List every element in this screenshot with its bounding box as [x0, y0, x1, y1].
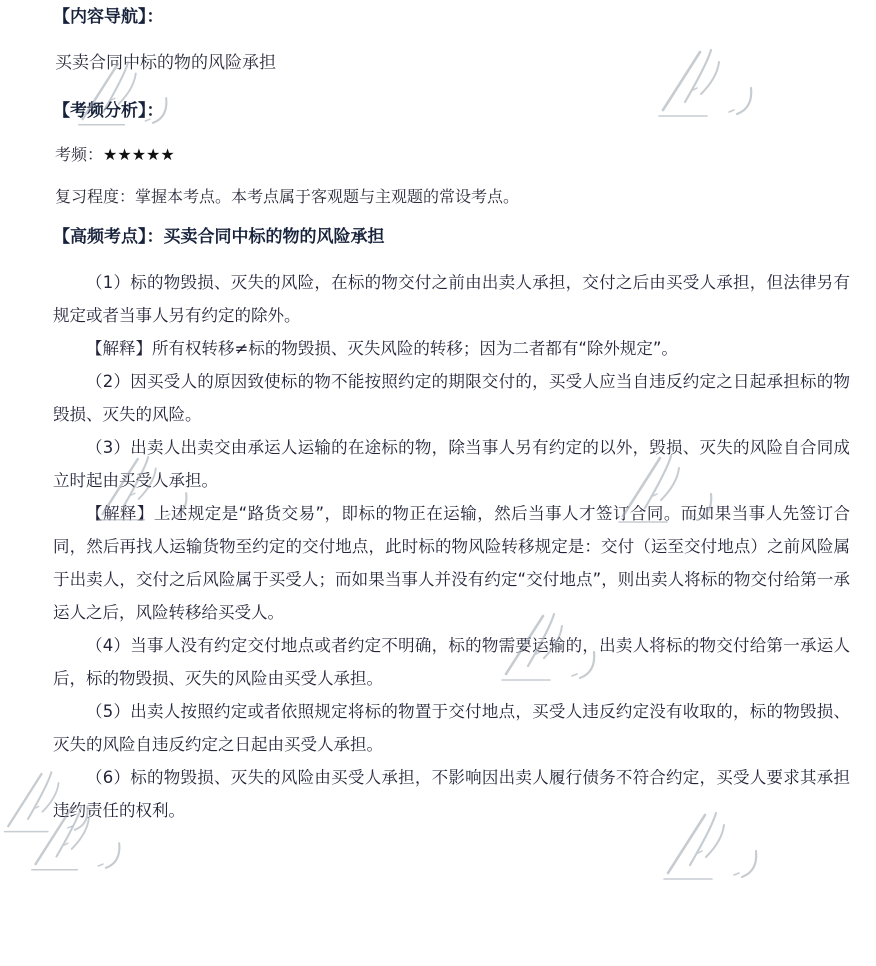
- frequency-analysis-heading: 【考频分析】：: [53, 100, 164, 121]
- high-frequency-point-heading: 【高频考点】：买卖合同中标的物的风险承担: [53, 226, 385, 247]
- paragraph-4: （4）当事人没有约定交付地点或者约定不明确，标的物需要运输的，出卖人将标的物交付给第一承运人后，标的物毁损、灭失的风险由买受人承担。: [53, 635, 850, 688]
- review-level-line: 复习程度：掌握本考点。本考点属于客观题与主观题的常设考点。: [55, 186, 520, 206]
- paragraph-2: （2）因买受人的原因致使标的物不能按照约定的期限交付的，买受人应当自违反约定之日起承担标的物毁损、灭失的风险。: [53, 371, 850, 424]
- explanation-note-1: 【解释】所有权转移≠标的物毁损、灭失风险的转移；因为二者都有“除外规定”。: [86, 338, 678, 358]
- content-navigation-title: 买卖合同中标的物的风险承担: [55, 52, 276, 73]
- explanation-note-2: 【解释】上述规定是“路货交易”，即标的物正在运输，然后当事人才签订合同。而如果当事人先签订合同，然后再找人运输货物至约定的交付地点，此时标的物风险转移规定是：交付（运至交付地点）之前风险属于出卖人，交付之后风险属于买受人；而如果当事人并没有约定“交付地点”，则出卖人将标的物交付给第一承运人之后，风险转移给买受人。: [53, 503, 850, 622]
- frequency-rating-row: [0, 143, 876, 166]
- paragraph-5: （5）出卖人按照约定或者依照规定将标的物置于交付地点，买受人违反约定没有收取的，标的物毁损、灭失的风险自违反约定之日起由买受人承担。: [53, 701, 850, 754]
- paragraph-3: （3）出卖人出卖交由承运人运输的在途标的物，除当事人另有约定的以外，毁损、灭失的风险自合同成立时起由买受人承担。: [53, 437, 850, 490]
- content-navigation-heading: 【内容导航】：: [53, 7, 164, 27]
- frequency-stars: ★★★★★: [103, 145, 175, 165]
- paragraph-1: （1）标的物毁损、灭失的风险，在标的物交付之前由出卖人承担，交付之后由买受人承担，但法律另有规定或者当事人另有约定的除外。: [53, 272, 850, 325]
- frequency-label: 考频：: [55, 145, 104, 165]
- paragraph-6: （6）标的物毁损、灭失的风险由买受人承担，不影响因出卖人履行债务不符合约定，买受人要求其承担违约责任的权利。: [53, 767, 850, 820]
